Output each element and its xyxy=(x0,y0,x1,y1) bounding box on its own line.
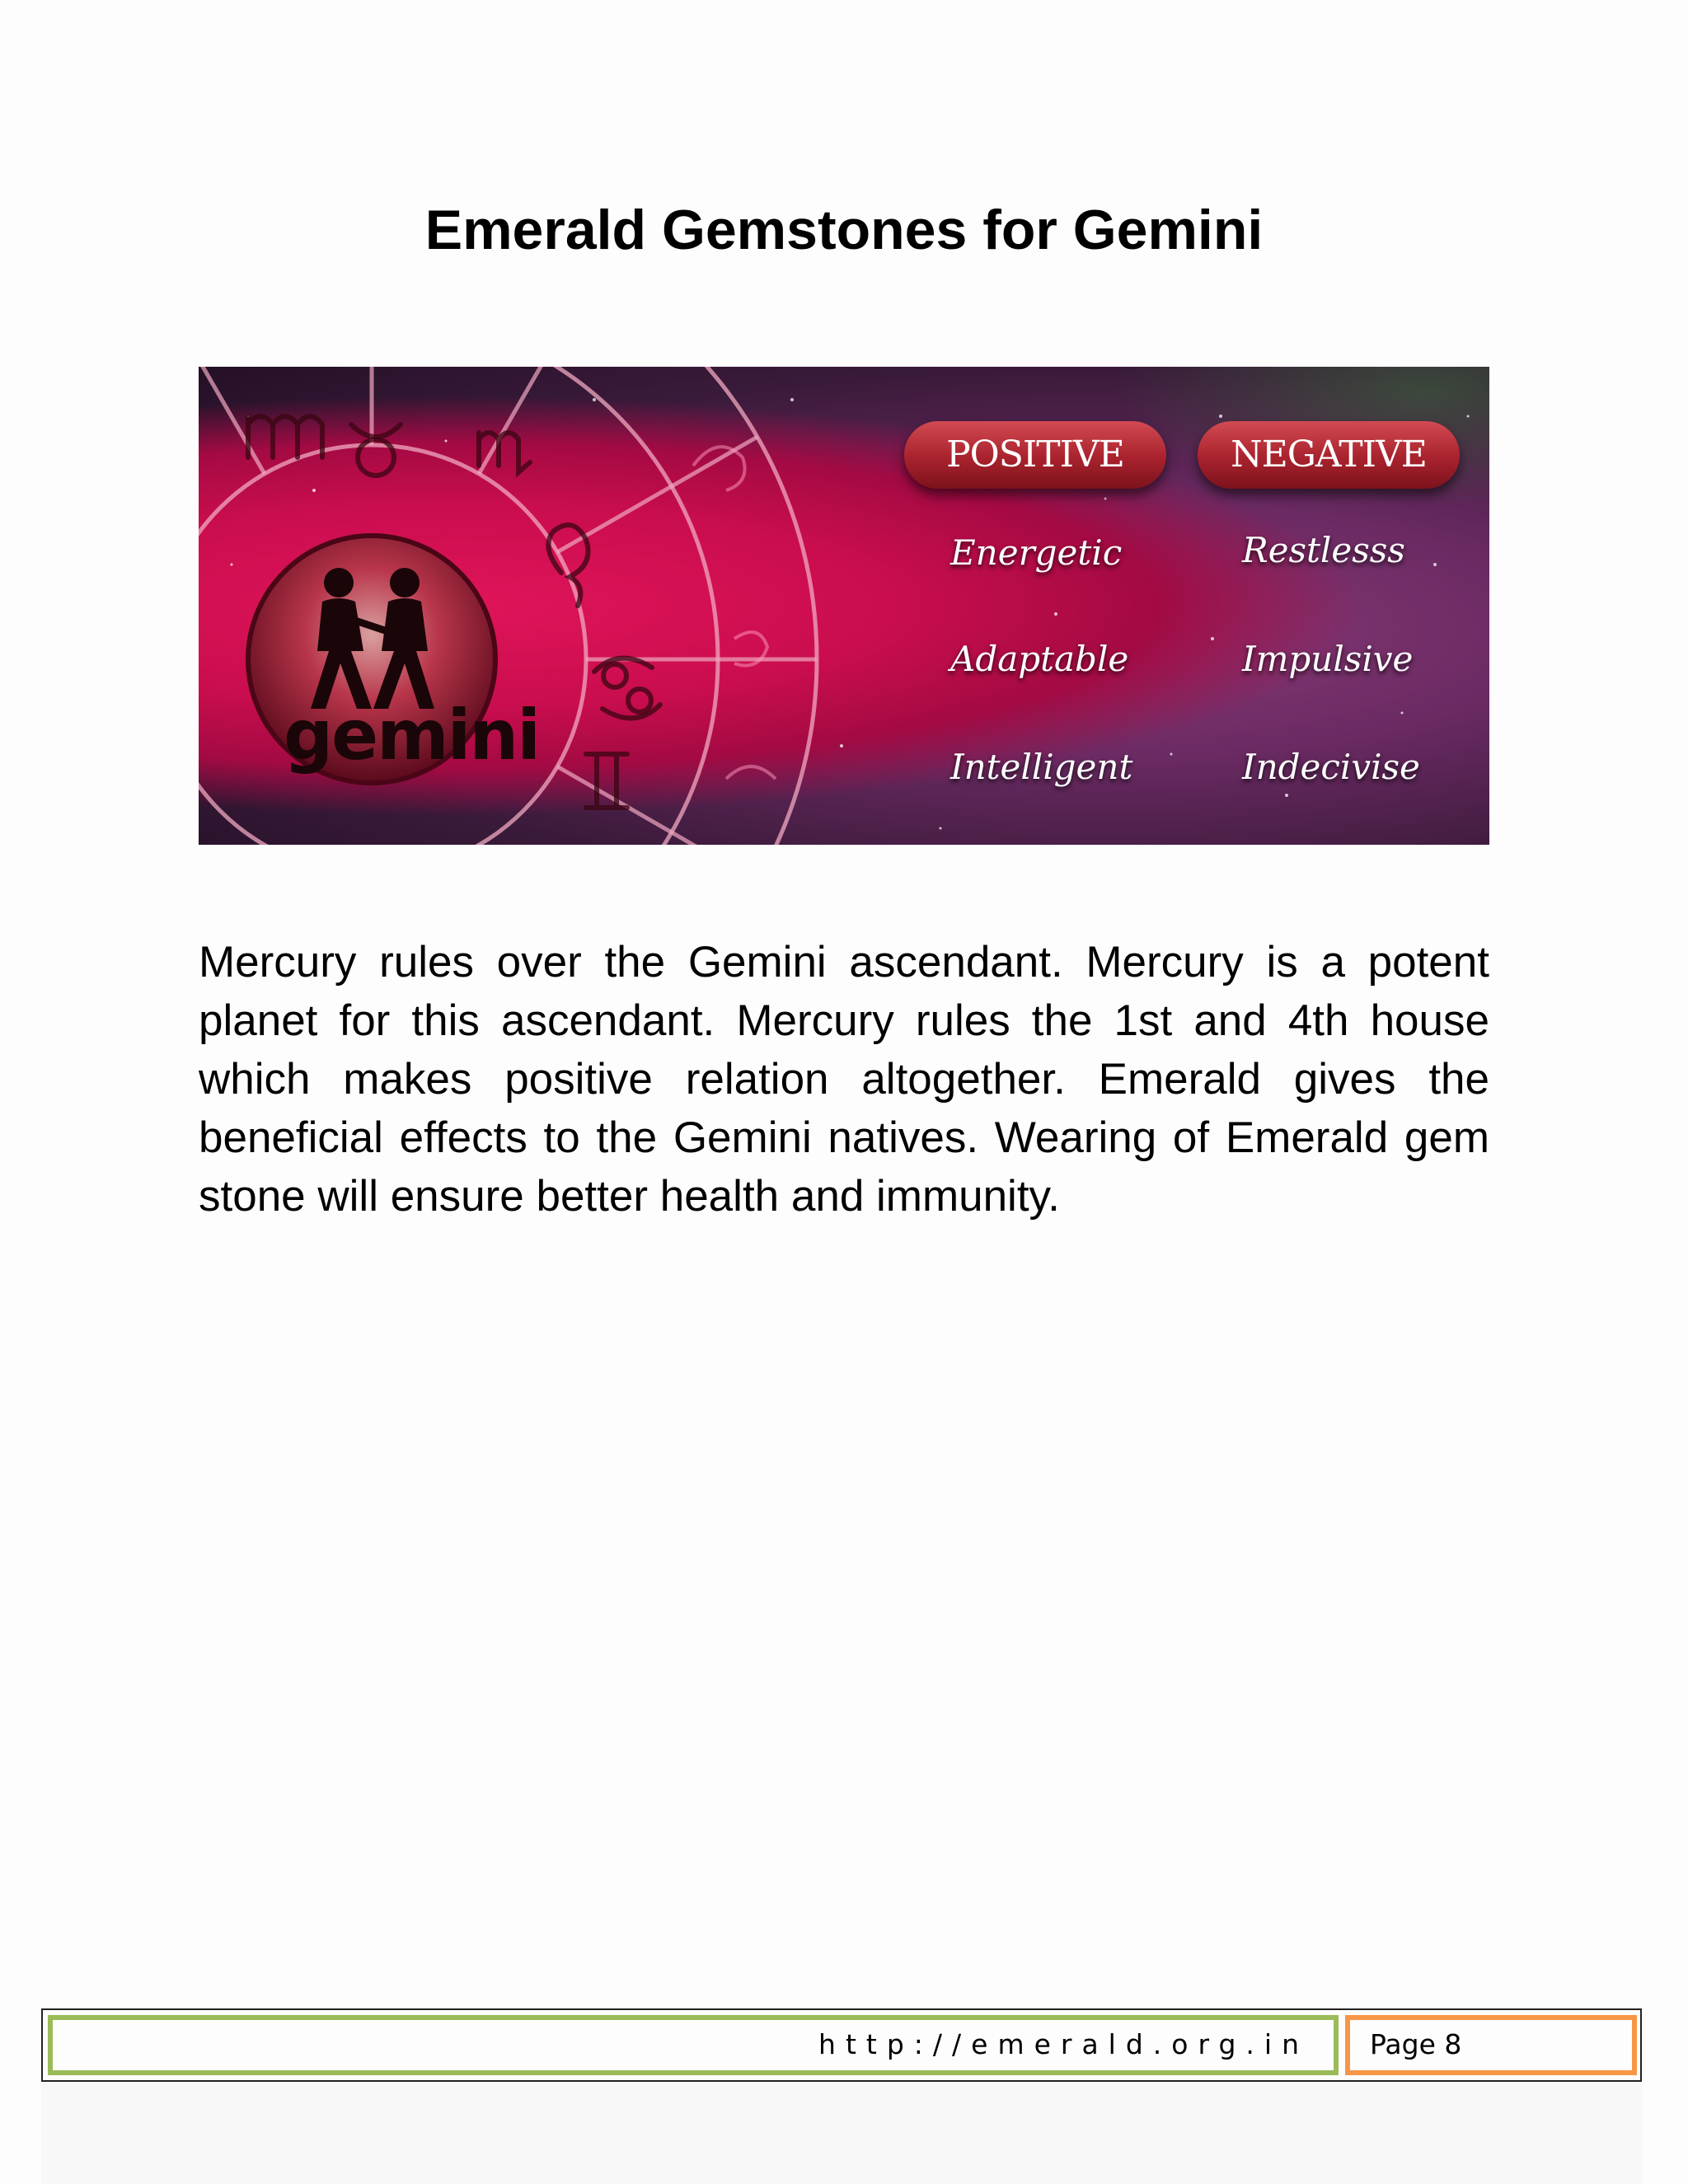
gemini-sign-label: gemini xyxy=(283,695,539,776)
page-footer xyxy=(41,2008,1642,2082)
footer-url-link[interactable]: http://emerald.org.in xyxy=(48,2015,1339,2075)
body-paragraph: Mercury rules over the Gemini ascendant. Mercury is a potent planet for this ascendant. Mercury rules the 1st and 4th house which makes positive relation altogether. Emerald gives the beneficial effects to the Gemini natives. Wearing of Emerald gem stone will ensure better health and immunity. xyxy=(199,938,1489,1221)
negative-heading-pill: NEGATIVE xyxy=(1198,421,1460,489)
gemini-traits-banner xyxy=(199,367,1489,845)
positive-trait-intelligent: Intelligent xyxy=(950,747,1133,787)
page-bottom-shade xyxy=(41,2082,1642,2184)
positive-heading-pill: POSITIVE xyxy=(904,421,1166,489)
negative-trait-indecisive: Indecivise xyxy=(1242,747,1420,787)
footer-page-number: Page 8 xyxy=(1345,2015,1637,2075)
positive-trait-energetic: Energetic xyxy=(950,532,1123,573)
page-title: Emerald Gemstones for Gemini xyxy=(424,199,1264,261)
negative-trait-impulsive: Impulsive xyxy=(1242,639,1414,679)
positive-trait-adaptable: Adaptable xyxy=(950,639,1129,679)
negative-trait-restless: Restlesss xyxy=(1242,530,1405,570)
